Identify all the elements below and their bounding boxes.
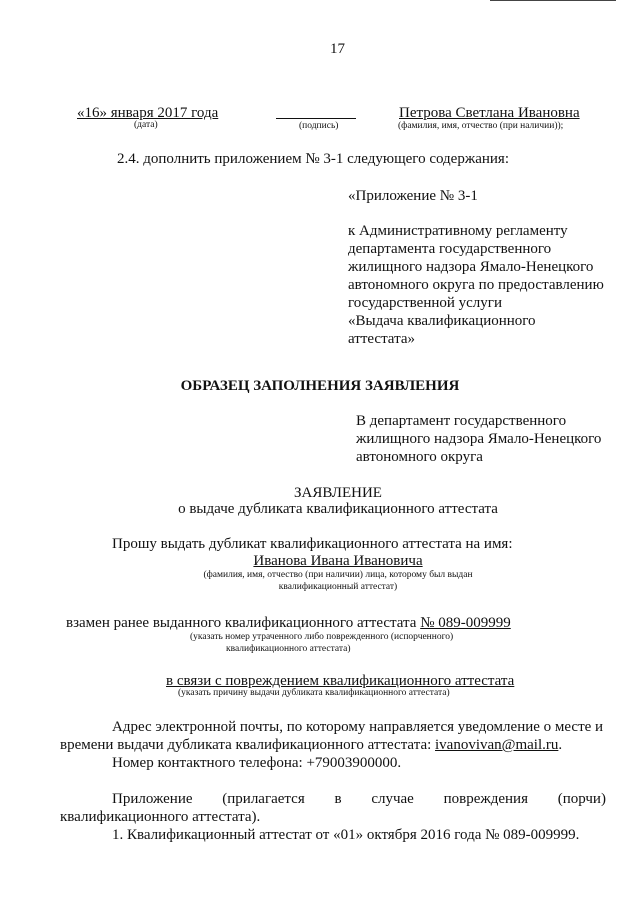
reason-text: в связи с повреждением квалификационного аттестата xyxy=(166,673,515,689)
attachment-word: Приложение xyxy=(112,791,193,807)
signature-caption: (подпись) xyxy=(299,121,339,131)
statement-subtitle: о выдаче дубликата квалификационного аттестата xyxy=(178,501,498,517)
appendix-line: департамента государственного xyxy=(348,241,552,257)
attachment-word: повреждения xyxy=(443,791,528,807)
certificate-caption: квалификационного аттестата) xyxy=(226,644,351,654)
appendix-line: автономного округа по предоставлению xyxy=(348,277,604,293)
appendix-line: аттестата» xyxy=(348,331,415,347)
addressee-line: автономного округа xyxy=(356,449,483,465)
email-suffix: . xyxy=(558,737,563,753)
replace-line xyxy=(66,614,511,632)
applicant-name: Иванова Ивана Ивановича xyxy=(253,553,423,569)
signature-line xyxy=(276,118,356,119)
replace-prefix: взамен ранее выданного квалификационного аттестата xyxy=(66,615,417,631)
signature-date-caption: (дата) xyxy=(134,120,158,130)
phone-line: Номер контактного телефона: +79003900000. xyxy=(112,755,402,771)
attachment-word: (порчи) xyxy=(557,791,606,807)
addressee-line: В департамент государственного xyxy=(356,413,567,429)
appendix-line: государственной услуги xyxy=(348,295,502,311)
attachment-word: в xyxy=(334,791,342,807)
amend-line: 2.4. дополнить приложением № 3-1 следующего содержания: xyxy=(117,151,509,167)
attachment-line-2: квалификационного аттестата). xyxy=(60,809,261,825)
applicant-caption: (фамилия, имя, отчество (при наличии) лица, которому был выдан xyxy=(203,570,473,580)
certificate-caption: (указать номер утраченного либо поврежденного (испорченного) xyxy=(190,632,454,642)
certificate-number: № 089-009999 xyxy=(420,615,511,631)
attachment-word: (прилагается xyxy=(222,791,305,807)
form-heading: ОБРАЗЕЦ ЗАПОЛНЕНИЯ ЗАЯВЛЕНИЯ xyxy=(180,378,460,394)
signature-date: «16» января 2017 года xyxy=(77,105,219,121)
appendix-title: «Приложение № 3-1 xyxy=(348,188,478,204)
email-line-1: Адрес электронной почты, по которому направляется уведомление о месте и xyxy=(112,719,604,735)
email-line-2 xyxy=(60,736,562,754)
appendix-line: к Административному регламенту xyxy=(348,223,568,239)
appendix-line: жилищного надзора Ямало-Ненецкого xyxy=(348,259,594,275)
statement-title: ЗАЯВЛЕНИЕ xyxy=(294,485,382,501)
appendix-line: «Выдача квалификационного xyxy=(348,313,536,329)
attachment-line-1 xyxy=(112,790,606,808)
email-line-2-prefix: времени выдачи дубликата квалификационного аттестата: xyxy=(60,737,432,753)
addressee-line: жилищного надзора Ямало-Ненецкого xyxy=(356,431,602,447)
top-edge-line xyxy=(490,0,616,1)
request-line: Прошу выдать дубликат квалификационного аттестата на имя: xyxy=(112,536,513,552)
applicant-caption: квалификационный аттестат) xyxy=(278,582,398,592)
reason-caption: (указать причину выдачи дубликата квалификационного аттестата) xyxy=(178,688,450,698)
email-link[interactable]: ivanovivan@mail.ru xyxy=(435,737,559,753)
signature-name-caption: (фамилия, имя, отчество (при наличии)); xyxy=(398,121,564,131)
signature-name: Петрова Светлана Ивановна xyxy=(399,105,580,121)
attachment-word: случае xyxy=(371,791,414,807)
attachment-item: 1. Квалификационный аттестат от «01» октября 2016 года № 089-009999. xyxy=(112,827,580,843)
page-number: 17 xyxy=(330,41,345,57)
